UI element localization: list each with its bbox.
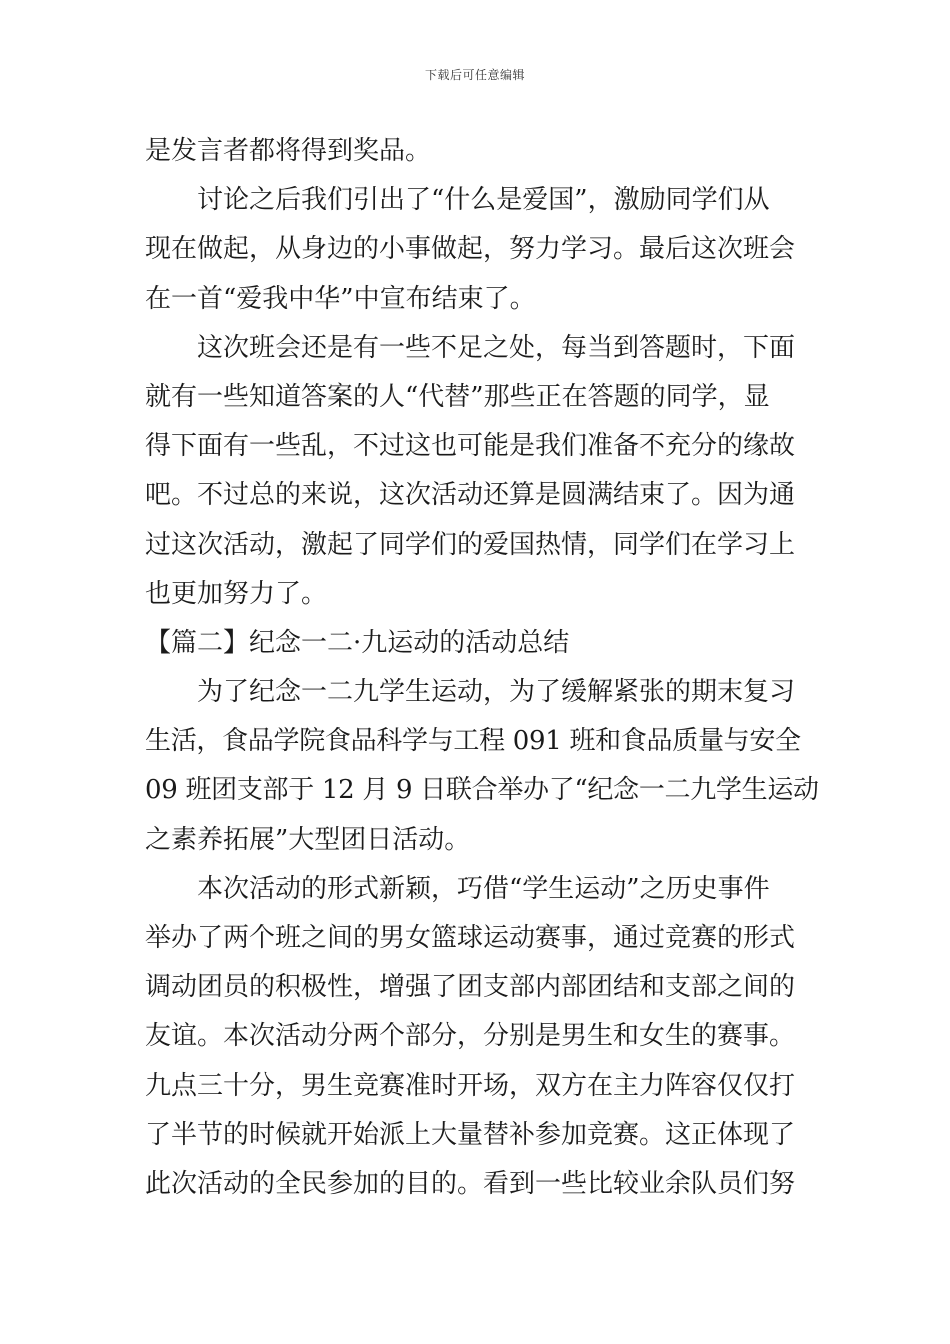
- text-line: 了半节的时候就开始派上大量替补参加竞赛。这正体现了: [145, 1119, 796, 1150]
- text-line: 九点三十分，男生竞赛准时开场，双方在主力阵容仅仅打: [145, 1070, 796, 1101]
- text-line: 之素养拓展”大型团日活动。: [145, 824, 471, 855]
- text-line: 举办了两个班之间的男女篮球运动赛事，通过竞赛的形式: [145, 923, 796, 953]
- text-line: 本次活动的形式新颖，巧借“学生运动”之历史事件: [197, 873, 770, 904]
- text-line: 就有一些知道答案的人“代替”那些正在答题的同学，显: [145, 381, 770, 412]
- text-line: 讨论之后我们引出了“什么是爱国”，激励同学们从: [197, 185, 770, 216]
- document-body: [145, 127, 819, 1209]
- text-line: 调动团员的积极性，增强了团支部内部团结和支部之间的: [145, 972, 796, 1003]
- text-line: 为了纪念一二九学生运动，为了缓解紧张的期末复习: [197, 677, 796, 708]
- text-line: 友谊。本次活动分两个部分，分别是男生和女生的赛事。: [145, 1021, 796, 1052]
- text-line: 是发言者都将得到奖品。: [145, 136, 432, 166]
- text-line: 现在做起，从身边的小事做起，努力学习。最后这次班会: [145, 234, 796, 265]
- text-line: 此次活动的全民参加的目的。看到一些比较业余队员们努: [145, 1168, 796, 1199]
- text-line: 09 班团支部于 12 月 9 日联合举办了“纪念一二九学生运动: [145, 775, 819, 806]
- text-line: 过这次活动，激起了同学们的爱国热情，同学们在学习上: [145, 529, 796, 560]
- text-line: 这次班会还是有一些不足之处，每当到答题时，下面: [197, 332, 796, 363]
- section-heading: 【篇二】纪念一二·九运动的活动总结: [145, 627, 570, 658]
- page-header: 下载后可任意编辑: [424, 68, 525, 82]
- text-line: 吧。不过总的来说，这次活动还算是圆满结束了。因为通: [145, 480, 796, 511]
- text-line: 得下面有一些乱，不过这也可能是我们准备不充分的缘故: [145, 431, 796, 462]
- text-line: 在一首“爱我中华”中宣布结束了。: [145, 283, 536, 314]
- text-line: 也更加努力了。: [145, 578, 328, 609]
- text-line: 生活，食品学院食品科学与工程 091 班和食品质量与安全: [145, 726, 801, 757]
